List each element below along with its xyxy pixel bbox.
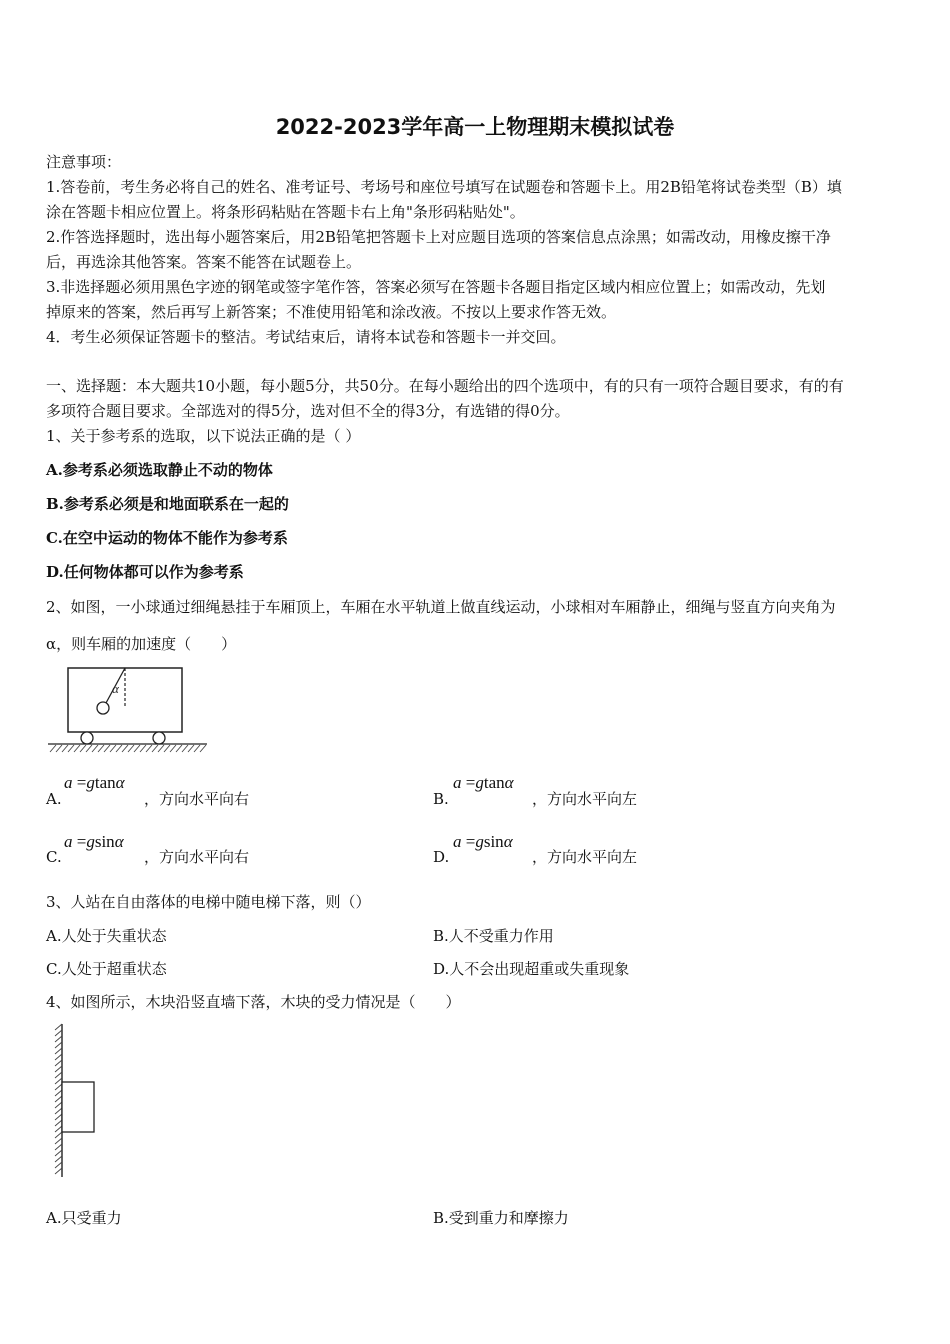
q2-option-d-text: ，方向水平向左 <box>532 848 638 866</box>
q4-wall-block-figure <box>52 1022 102 1180</box>
q2-option-d-letter: D. <box>433 848 450 866</box>
notice-line-2: 涂在答题卡相应位置上。将条形码粘贴在答题卡右上角"条形码粘贴处"。 <box>46 203 525 221</box>
section-intro-line-2: 多项符合题目要求。全部选对的得5分，选对但不全的得3分，有选错的得0分。 <box>46 402 570 420</box>
q1-option-b: B.参考系必须是和地面联系在一起的 <box>46 495 289 513</box>
q4-stem: 4、如图所示，木块沿竖直墙下落，木块的受力情况是（ ） <box>46 993 461 1011</box>
q2-stem-line-1: 2、如图，一小球通过细绳悬挂于车厢顶上，车厢在水平轨道上做直线运动，小球相对车厢静止，细绳与竖直方向夹角为 <box>46 598 836 616</box>
q3-option-b: B.人不受重力作用 <box>433 927 554 945</box>
q1-option-d: D.任何物体都可以作为参考系 <box>46 563 244 581</box>
notice-line-7: 4．考生必须保证答题卡的整洁。考试结束后，请将本试卷和答题卡一并交回。 <box>46 328 566 346</box>
q3-option-c: C.人处于超重状态 <box>46 960 167 978</box>
notice-heading: 注意事项： <box>46 153 122 171</box>
q2-option-a-letter: A. <box>46 790 62 808</box>
q2-cart-figure <box>44 662 214 757</box>
q2-option-b-letter: B. <box>433 790 449 808</box>
notice-line-3: 2.作答选择题时，选出每小题答案后，用2B铅笔把答题卡上对应题目选项的答案信息点涂黑；如需改动，用橡皮擦干净 <box>46 228 831 246</box>
q2-option-d-formula: a =gsinα <box>453 832 513 851</box>
angle-label: α <box>112 681 119 696</box>
q4-option-b: B.受到重力和摩擦力 <box>433 1209 569 1227</box>
q2-option-a-text: ，方向水平向右 <box>144 790 250 808</box>
q1-option-a: A.参考系必须选取静止不动的物体 <box>46 461 273 479</box>
q2-option-a-formula: a =gtanα <box>64 773 125 792</box>
notice-line-1: 1.答卷前，考生务必将自己的姓名、准考证号、考场号和座位号填写在试题卷和答题卡上。用2B铅笔将试卷类型（B）填 <box>46 178 842 196</box>
page-title: 2022-2023学年高一上物理期末模拟试卷 <box>275 115 675 139</box>
q2-stem-line-2: α，则车厢的加速度（ ） <box>46 635 237 653</box>
q3-option-d: D.人不会出现超重或失重现象 <box>433 960 630 978</box>
q2-option-b-text: ，方向水平向左 <box>532 790 638 808</box>
notice-line-5: 3.非选择题必须用黑色字迹的钢笔或签字笔作答，答案必须写在答题卡各题目指定区域内相应位置上；如需改动，先划 <box>46 278 826 296</box>
notice-line-6: 掉原来的答案，然后再写上新答案；不准使用铅笔和涂改液。不按以上要求作答无效。 <box>46 303 617 321</box>
q2-option-c-letter: C. <box>46 848 62 866</box>
q2-option-b-formula: a =gtanα <box>453 773 514 792</box>
section-intro-line-1: 一、选择题：本大题共10小题，每小题5分，共50分。在每小题给出的四个选项中，有的只有一项符合题目要求，有的有 <box>46 377 844 395</box>
q3-option-a: A.人处于失重状态 <box>46 927 167 945</box>
notice-line-4: 后，再选涂其他答案。答案不能答在试题卷上。 <box>46 253 362 271</box>
q2-option-c-formula: a =gsinα <box>64 832 124 851</box>
q2-option-c-text: ，方向水平向右 <box>144 848 250 866</box>
q1-stem: 1、关于参考系的选取，以下说法正确的是（ ） <box>46 427 361 445</box>
q3-stem: 3、人站在自由落体的电梯中随电梯下落，则（） <box>46 893 371 911</box>
q1-option-c: C.在空中运动的物体不能作为参考系 <box>46 529 288 547</box>
q4-option-a: A.只受重力 <box>46 1209 122 1227</box>
